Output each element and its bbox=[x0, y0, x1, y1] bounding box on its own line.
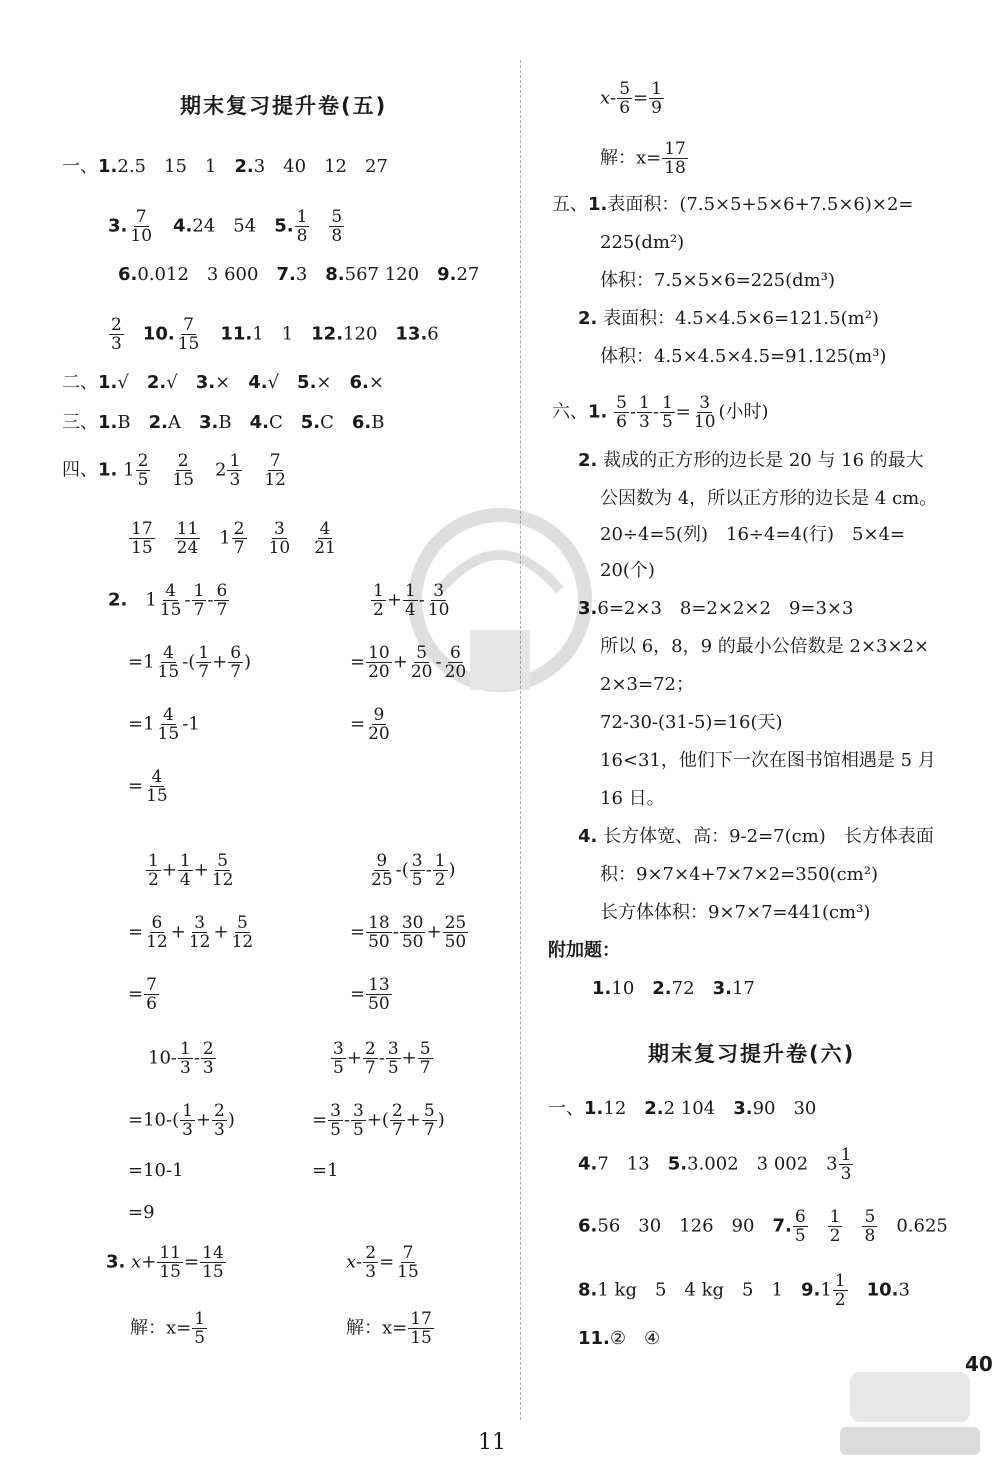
e6-line3: =1 bbox=[312, 1160, 339, 1181]
s6-q2-l4: 20(个) bbox=[600, 560, 655, 581]
e4-line3: = $\frac{13}{50}$ bbox=[350, 975, 390, 1014]
s6-q3-l4: 72-30-(31-5)=16(天) bbox=[600, 712, 783, 733]
e3-line3: = $\frac{7}{6}$ bbox=[128, 975, 157, 1014]
fraction: $\frac{5}{8}$ bbox=[331, 207, 343, 246]
e1-line1: 2. 1 $\frac{4}{15}$ - $\frac{1}{7}$ - $\frac{6}{7}$ bbox=[108, 581, 228, 620]
bonus-title: 附加题： bbox=[548, 940, 620, 961]
page-number: 40 bbox=[965, 1352, 993, 1376]
x2-eq: x- $\frac{2}{3}$ = $\frac{7}{15}$ bbox=[346, 1243, 419, 1282]
t-row1: 一、1.12 2.2 104 3.90 30 bbox=[548, 1098, 817, 1119]
s5-l2: 225(dm²) bbox=[600, 232, 685, 253]
fraction: $\frac{1}{8}$ bbox=[296, 207, 308, 246]
e1-line2: =1 $\frac{4}{15}$ -( $\frac{1}{7}$ + $\frac{6}{7}$ ) bbox=[128, 643, 252, 682]
x1-sol: 解：x= $\frac{1}{5}$ bbox=[130, 1309, 206, 1348]
s6-q2-l3: 20÷4=5(列) 16÷4=4(行) 5×4= bbox=[600, 524, 906, 545]
s6-q1: 六、1. $\frac{5}{6}$ - $\frac{1}{3}$ - $\frac{1}{5}$ = $\frac{3}{10}$ (小时) bbox=[552, 393, 769, 432]
x3-eq: x- $\frac{5}{6}$ = $\frac{1}{9}$ bbox=[600, 79, 662, 118]
s6-q3-l2: 所以 6，8，9 的最小公倍数是 2×3×2× bbox=[600, 636, 930, 657]
s1-row1: 一、1.2.5 15 1 2.3 40 12 27 bbox=[62, 156, 388, 177]
t-row2: 4.7 13 5.3.002 3 002 3 $\frac{1}{3}$ bbox=[578, 1145, 852, 1184]
fraction: $\frac{2}{3}$ bbox=[111, 315, 122, 354]
t-row4: 8.1 kg 5 4 kg 5 1 9.1 $\frac{1}{2}$ 10.3 bbox=[578, 1271, 910, 1310]
column-divider bbox=[520, 60, 521, 1420]
e3-line1: $\frac{1}{2}$ + $\frac{1}{4}$ + $\frac{5}{12}$ bbox=[148, 851, 234, 890]
e5-line4: =9 bbox=[128, 1202, 155, 1223]
s5-l1: 五、1.表面积：(7.5×5+5×6+7.5×6)×2= bbox=[552, 194, 914, 215]
e2-line1: $\frac{1}{2}$ + $\frac{1}{4}$ - $\frac{3}{10}$ bbox=[373, 581, 450, 620]
e4-line1: $\frac{9}{25}$ -( $\frac{3}{5}$ - $\frac{1}{2}$ ) bbox=[371, 851, 456, 890]
x3-sol: 解：x= $\frac{17}{18}$ bbox=[600, 139, 686, 178]
fraction: $\frac{7}{15}$ bbox=[177, 315, 200, 354]
s6-q3-l5: 16<31，他们下一次在图书馆相遇是 5 月 bbox=[600, 750, 936, 771]
s3-row: 三、1.B 2.A 3.B 4.C 5.C 6.B bbox=[62, 412, 385, 433]
footer-mark: 11 bbox=[478, 1430, 506, 1455]
s6-q4-l1: 4. 长方体宽、高：9-2=7(cm) 长方体表面 bbox=[578, 826, 934, 847]
x2-sol: 解：x= $\frac{17}{15}$ bbox=[346, 1309, 432, 1348]
s4-q1-row2: $\frac{17}{15}$ $\frac{11}{24}$ 1 $\frac{2}{7}$ $\frac{3}{10}$ $\frac{4}{21}$ bbox=[131, 519, 336, 558]
s2-row: 二、1.√ 2.√ 3.× 4.√ 5.× 6.× bbox=[62, 372, 384, 393]
e1-line3: =1 $\frac{4}{15}$ -1 bbox=[128, 705, 200, 744]
s6-q3-l3: 2×3=72； bbox=[600, 674, 694, 695]
e5-line3: =10-1 bbox=[128, 1160, 184, 1181]
s5-l3: 体积：7.5×5×6=225(dm³) bbox=[600, 270, 835, 291]
e6-line2: = $\frac{3}{5}$ - $\frac{3}{5}$ +( $\frac{2}{7}$ + $\frac{5}{7}$ ) bbox=[312, 1101, 445, 1140]
fraction: $\frac{7}{10}$ bbox=[130, 207, 153, 246]
s6-q3-l6: 16 日。 bbox=[600, 788, 665, 809]
e5-line1: 10- $\frac{1}{3}$ - $\frac{2}{3}$ bbox=[148, 1039, 214, 1078]
e5-line2: =10-( $\frac{1}{3}$ + $\frac{2}{3}$ ) bbox=[128, 1101, 235, 1140]
bonus-answers: 1.10 2.72 3.17 bbox=[592, 978, 755, 999]
e4-line2: = $\frac{18}{50}$ - $\frac{30}{50}$ + $\frac{25}{50}$ bbox=[350, 913, 467, 952]
s1-row3: 6.0.012 3 600 7.3 8.567 120 9.27 bbox=[118, 264, 480, 285]
section-title-5: 期末复习提升卷(五) bbox=[180, 94, 388, 118]
watermark-logo-icon bbox=[830, 1352, 990, 1462]
s5-l4: 2. 表面积：4.5×4.5×6=121.5(m²) bbox=[578, 308, 879, 329]
e2-line3: = $\frac{9}{20}$ bbox=[350, 705, 390, 744]
s6-q4-l3: 长方体体积：9×7×7=441(cm³) bbox=[600, 902, 871, 923]
s1-row2: 3. $\frac{7}{10}$ 4.24 54 5. $\frac{1}{8}$ $\frac{5}{8}$ bbox=[108, 207, 343, 246]
s6-q2-l1: 2. 裁成的正方形的边长是 20 与 16 的最大 bbox=[578, 450, 924, 471]
x1-eq: 3. x+ $\frac{11}{15}$ = $\frac{14}{15}$ bbox=[106, 1243, 224, 1282]
s6-q2-l2: 公因数为 4，所以正方形的边长是 4 cm。 bbox=[600, 488, 938, 509]
section-title-6: 期末复习提升卷(六) bbox=[648, 1042, 856, 1066]
s6-q4-l2: 积：9×7×4+7×7×2=350(cm²) bbox=[600, 864, 878, 885]
e1-line4: = $\frac{4}{15}$ bbox=[128, 767, 168, 806]
s4-q1-row1: 四、1. 1 $\frac{2}{5}$ $\frac{2}{15}$ 2 $\frac{1}{3}$ $\frac{7}{12}$ bbox=[62, 451, 286, 490]
e6-line1: $\frac{3}{5}$ + $\frac{2}{7}$ - $\frac{3}{5}$ + $\frac{5}{7}$ bbox=[333, 1039, 431, 1078]
e3-line2: = $\frac{6}{12}$ + $\frac{3}{12}$ + $\frac{5}{12}$ bbox=[128, 913, 254, 952]
e2-line2: = $\frac{10}{20}$ + $\frac{5}{20}$ - $\frac{6}{20}$ bbox=[350, 643, 467, 682]
t-row5: 11.② ④ bbox=[578, 1328, 661, 1349]
t-row3: 6.56 30 126 90 7. $\frac{6}{5}$ $\frac{1}{2}$ $\frac{5}{8}$ 0.625 bbox=[578, 1207, 948, 1246]
s6-q3-l1: 3.6=2×3 8=2×2×2 9=3×3 bbox=[578, 598, 854, 619]
s5-l5: 体积：4.5×4.5×4.5=91.125(m³) bbox=[600, 346, 887, 367]
s1-row4: $\frac{2}{3}$ 10. $\frac{7}{15}$ 11.1 1 12.120 13.6 bbox=[111, 315, 439, 354]
